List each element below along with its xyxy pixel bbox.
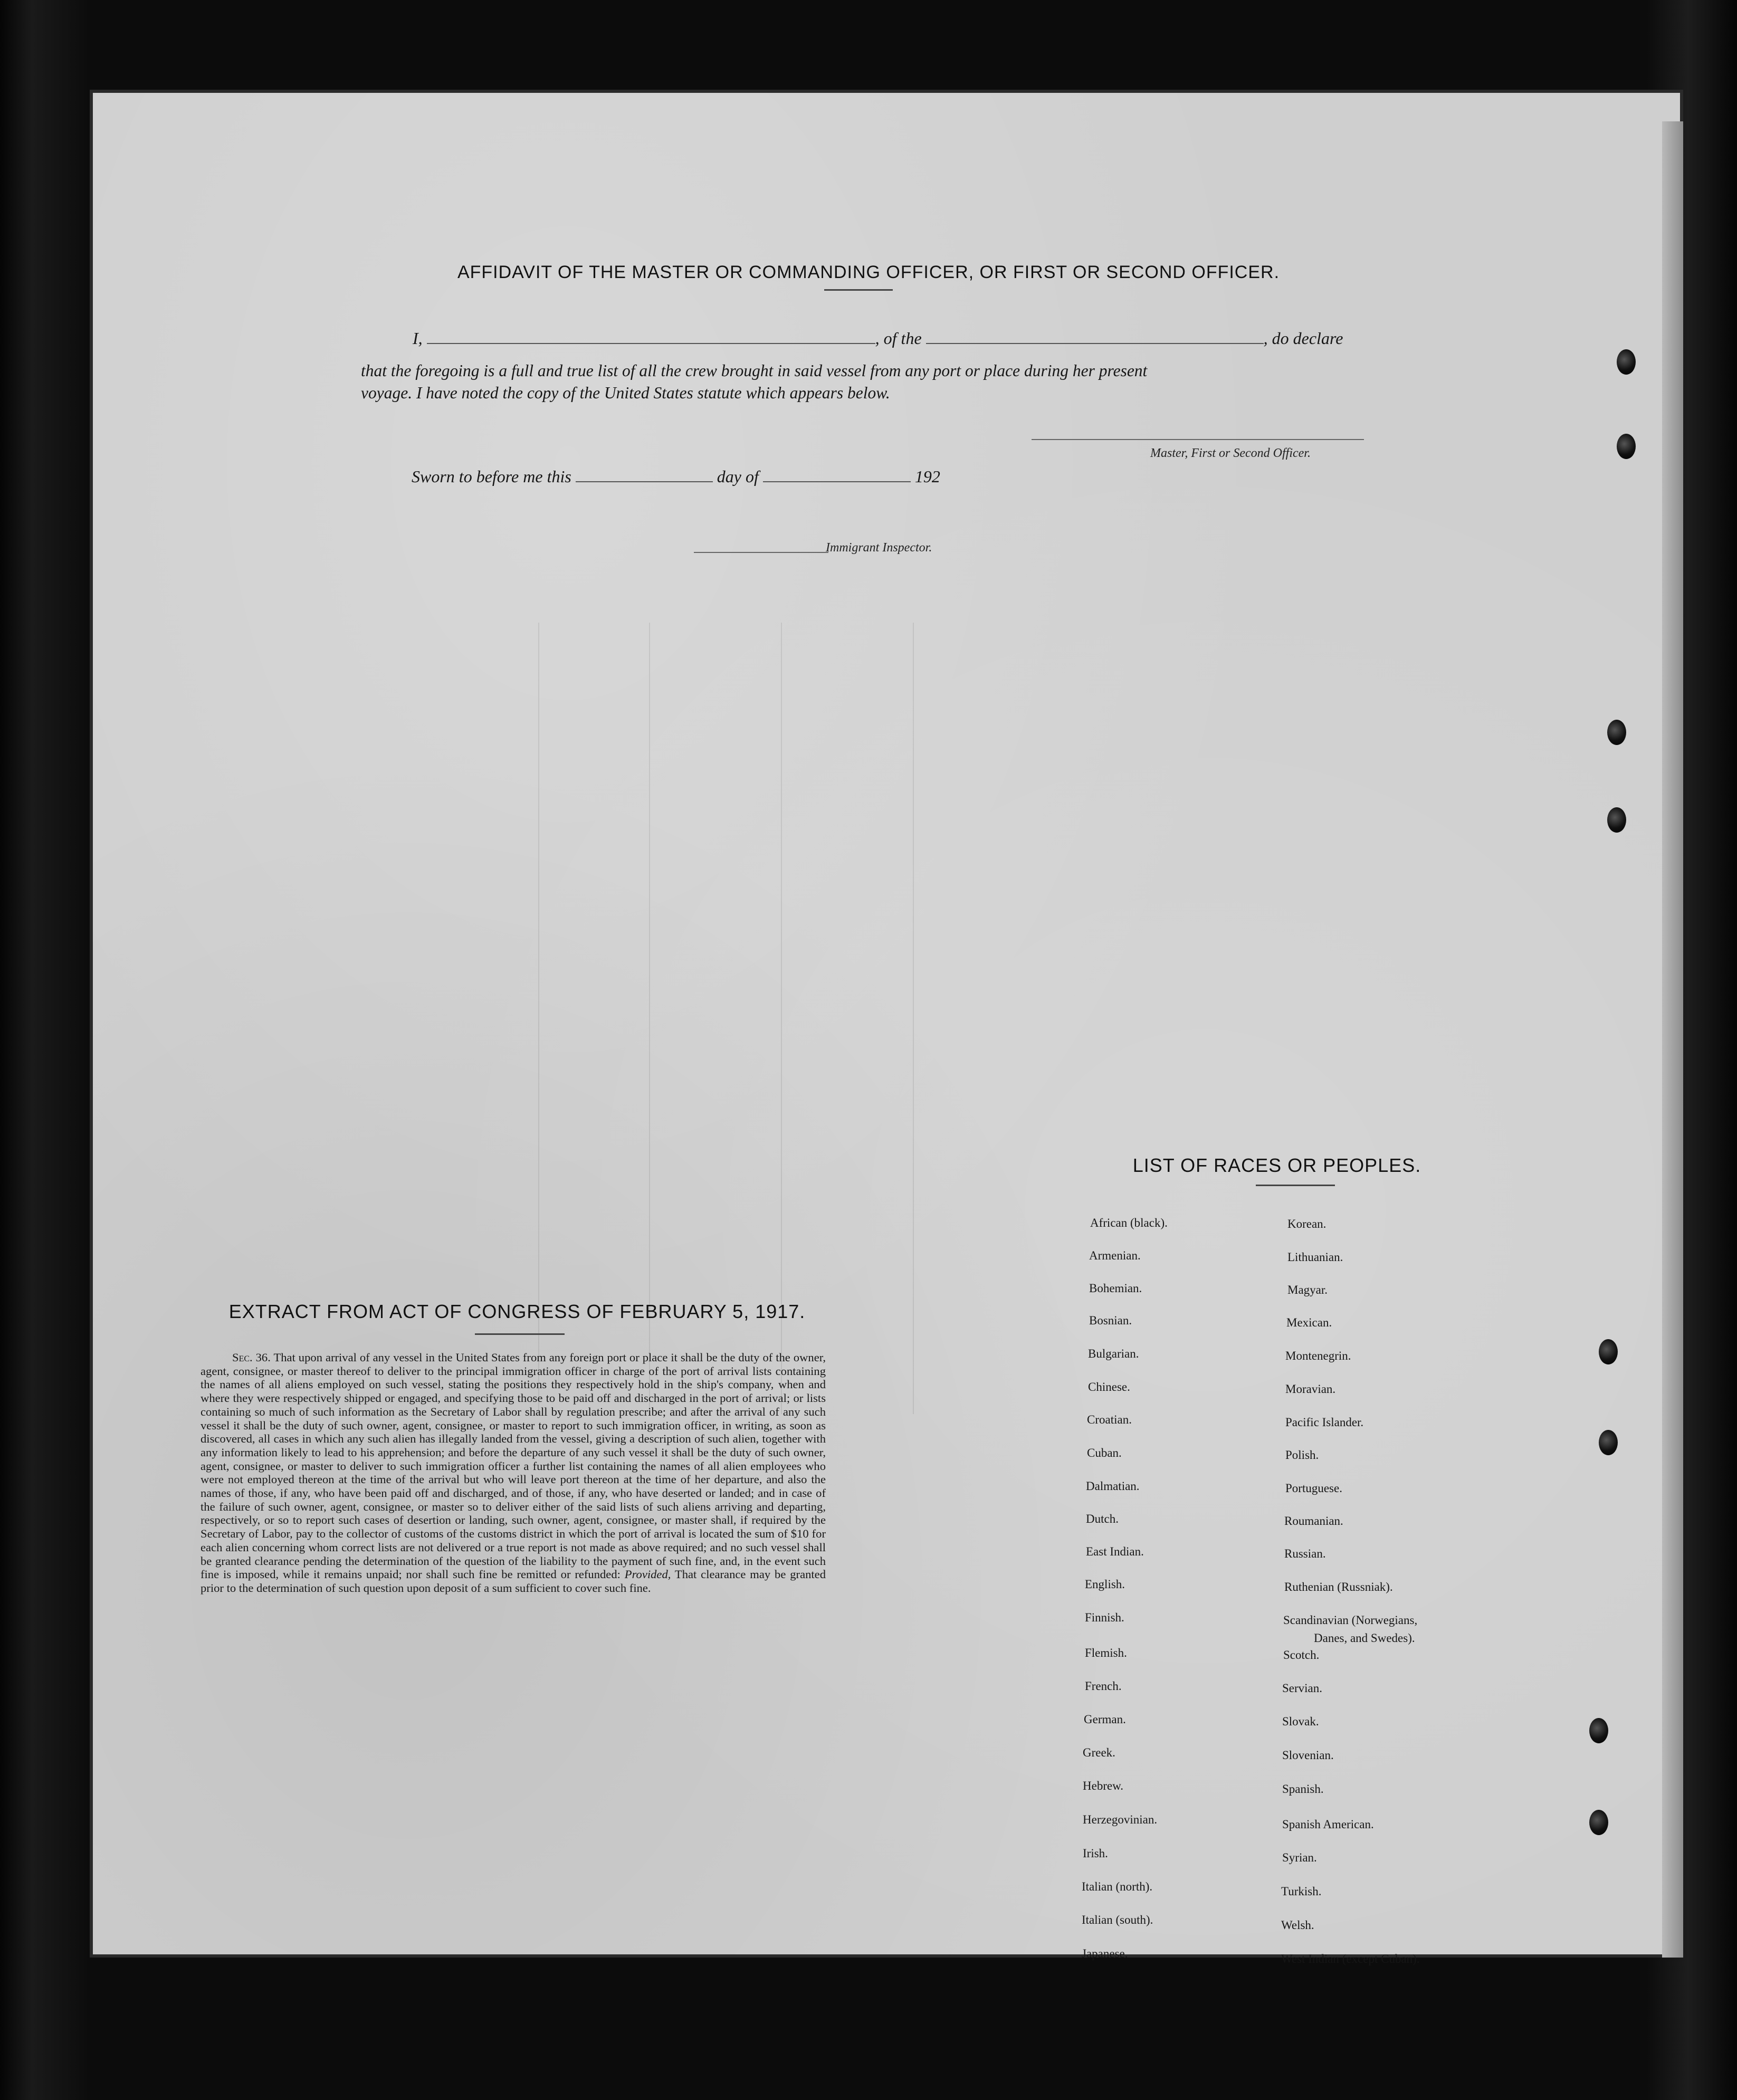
race-item: Japanese.: [1082, 1947, 1128, 1960]
race-item: Syrian.: [1282, 1851, 1317, 1864]
binder-hole: [1617, 434, 1636, 459]
extract-title: EXTRACT FROM ACT OF CONGRESS OF FEBRUARY 5, 1917.: [228, 1301, 806, 1322]
affidavit-title: AFFIDAVIT OF THE MASTER OR COMMANDING OFFICER, OR FIRST OR SECOND OFFICER.: [457, 262, 1280, 282]
race-item: Bosnian.: [1089, 1314, 1132, 1327]
race-item: Ruthenian (Russniak).: [1284, 1580, 1393, 1593]
affidavit-declaration-line: [413, 329, 1343, 348]
sworn-day-blank: [576, 481, 713, 482]
sworn-prefix: Sworn to before me this: [412, 467, 571, 486]
race-item: Mexican.: [1286, 1316, 1332, 1329]
race-item: Russian.: [1284, 1547, 1326, 1560]
race-item: Bohemian.: [1089, 1282, 1142, 1295]
binder-hole: [1599, 1339, 1618, 1364]
page-edge-shadow: [1662, 121, 1683, 1958]
race-item: Finnish.: [1085, 1611, 1124, 1624]
race-item: Italian (north).: [1082, 1880, 1153, 1893]
binder-hole: [1607, 720, 1626, 745]
race-item: Dutch.: [1086, 1512, 1119, 1525]
name-blank: [427, 343, 875, 344]
race-item: Lithuanian.: [1287, 1251, 1343, 1264]
race-item: Korean.: [1287, 1217, 1326, 1230]
race-item: Scotch.: [1283, 1648, 1320, 1662]
race-item: Montenegrin.: [1285, 1349, 1351, 1362]
affidavit-do-declare-label: , do declare: [1263, 329, 1343, 348]
races-title-rule: [1256, 1185, 1335, 1186]
race-item: Welsh.: [1281, 1918, 1314, 1932]
inspector-label: Immigrant Inspector.: [826, 541, 932, 555]
binder-hole: [1599, 1430, 1618, 1455]
race-item: Italian (south).: [1082, 1913, 1153, 1926]
race-item: French.: [1085, 1679, 1122, 1693]
race-item: Chinese.: [1088, 1380, 1130, 1393]
race-item: Slovenian.: [1282, 1749, 1334, 1762]
bleed-through-rule: [649, 623, 650, 1414]
bleed-through-rule: [781, 623, 782, 1414]
race-item: Cuban.: [1087, 1446, 1122, 1459]
race-item: Spanish.: [1282, 1782, 1324, 1796]
affidavit-line-3: voyage. I have noted the copy of the United States statute which appears below.: [361, 384, 890, 402]
sworn-year: 192: [914, 467, 940, 486]
master-signature-label: Master, First or Second Officer.: [1150, 446, 1311, 460]
binder-hole: [1617, 349, 1636, 375]
race-item: Pacific Islander.: [1285, 1416, 1364, 1429]
race-item: Hebrew.: [1083, 1779, 1124, 1792]
extract-body-part-2: That clearance may be granted prior to the determination of such question upon deposit of a sum sufficient to cover such fine.: [201, 1568, 826, 1595]
extract-body: [201, 1351, 826, 1595]
race-item: East Indian.: [1086, 1545, 1144, 1558]
sworn-month-blank: [763, 481, 911, 482]
binder-hole: [1607, 807, 1626, 833]
bleed-through-rule: [913, 623, 914, 1414]
extract-provided-word: Provided,: [624, 1568, 671, 1581]
race-item: African (black).: [1090, 1216, 1168, 1229]
binder-hole: [1589, 1718, 1608, 1743]
extract-body-part-1: That upon arrival of any vessel in the United States from any foreign port or place it shall be the duty of the owner, agent, consignee, or master thereof to deliver to the principal immigration officer in charge of the port of arrival lists containing the names of all aliens employed on such vessel, stating the positions they respectively hold in the ship's company, when and where they were respectively shipped or engaged, and specifying those to be paid off and discharged in the port of arrival; or lists containing so much of such information as the Secretary of Labor shall by regulation prescribe; and after the arrival of any such vessel it shall be the duty of such owner, agent, consignee, or master to report to such immigration officer, in writing, as soon as discovered, all cases in which any such alien has illegally landed from the vessel, giving a description of such alien, together with any information likely to lead to his apprehension; and before the departure of any such vessel it shall be the duty of such owner, agent, consignee, or master to deliver to such immigration officer a further list containing the names of all alien employees who were not employed thereon at the time of the arrival but who will leave port thereon at the time of her departure, and also the names of those, if any, who have been paid off and discharged, and of those, if any, who have deserted or landed; and in case of the failure of such owner, agent, consignee, or master so to deliver either of the said lists of such aliens arriving and departing, respectively, or so to report such cases of desertion or landing, such owner, agent, consignee, or master shall, if required by the Secretary of Labor, pay to the collector of customs of the customs district in which the port of arrival is located the sum of $10 for each alien concerning whom correct lists are not delivered or a true report is not made as above required; and no such vessel shall be granted clearance pending the determination of the question of the liability to the payment of such fine, and, in the event such fine is imposed, while it remains unpaid; nor shall such fine be remitted or refunded:: [201, 1351, 826, 1581]
race-item: Portuguese.: [1285, 1482, 1342, 1495]
race-item: Polish.: [1285, 1448, 1319, 1462]
race-item: Servian.: [1282, 1682, 1323, 1695]
extract-section-label: Sec. 36.: [232, 1351, 271, 1364]
race-item: Dalmatian.: [1086, 1479, 1140, 1493]
race-item: Bulgarian.: [1088, 1347, 1139, 1360]
races-title: LIST OF RACES OR PEOPLES.: [1132, 1154, 1421, 1176]
race-item: Irish.: [1083, 1847, 1108, 1860]
race-item: Magyar.: [1287, 1283, 1328, 1296]
race-item: Turkish.: [1281, 1885, 1322, 1898]
race-item: Roumanian.: [1284, 1514, 1343, 1528]
race-item: Slovak.: [1282, 1715, 1319, 1728]
binder-hole: [1589, 1810, 1608, 1835]
race-item: Flemish.: [1085, 1646, 1127, 1659]
race-item: German.: [1084, 1713, 1126, 1726]
extract-title-rule: [475, 1333, 565, 1335]
vessel-blank: [926, 343, 1264, 344]
race-item: Armenian.: [1089, 1249, 1141, 1262]
race-item: West Indian (except Cuban).: [1281, 1952, 1420, 1965]
race-item: Danes, and Swedes).: [1314, 1631, 1415, 1645]
race-item: English.: [1085, 1578, 1125, 1591]
race-item: Croatian.: [1087, 1413, 1132, 1426]
race-item: Moravian.: [1285, 1382, 1336, 1396]
inspector-signature-line: [694, 552, 828, 553]
sworn-day-of-label: day of: [717, 467, 759, 486]
affidavit-line-2: that the foregoing is a full and true list of all the crew brought in said vessel from any port or place during her present: [361, 361, 1148, 380]
race-item: Spanish American.: [1282, 1818, 1374, 1831]
affidavit-i-label: I,: [413, 329, 423, 348]
affidavit-of-the-label: , of the: [875, 329, 922, 348]
master-signature-line: [1032, 439, 1364, 440]
race-item: Herzegovinian.: [1083, 1813, 1158, 1826]
race-item: Scandinavian (Norwegians,: [1283, 1614, 1418, 1627]
affidavit-title-rule: [824, 289, 893, 291]
bleed-through-rule: [538, 623, 539, 1414]
sworn-line: [412, 467, 940, 486]
race-item: Greek.: [1083, 1746, 1115, 1759]
